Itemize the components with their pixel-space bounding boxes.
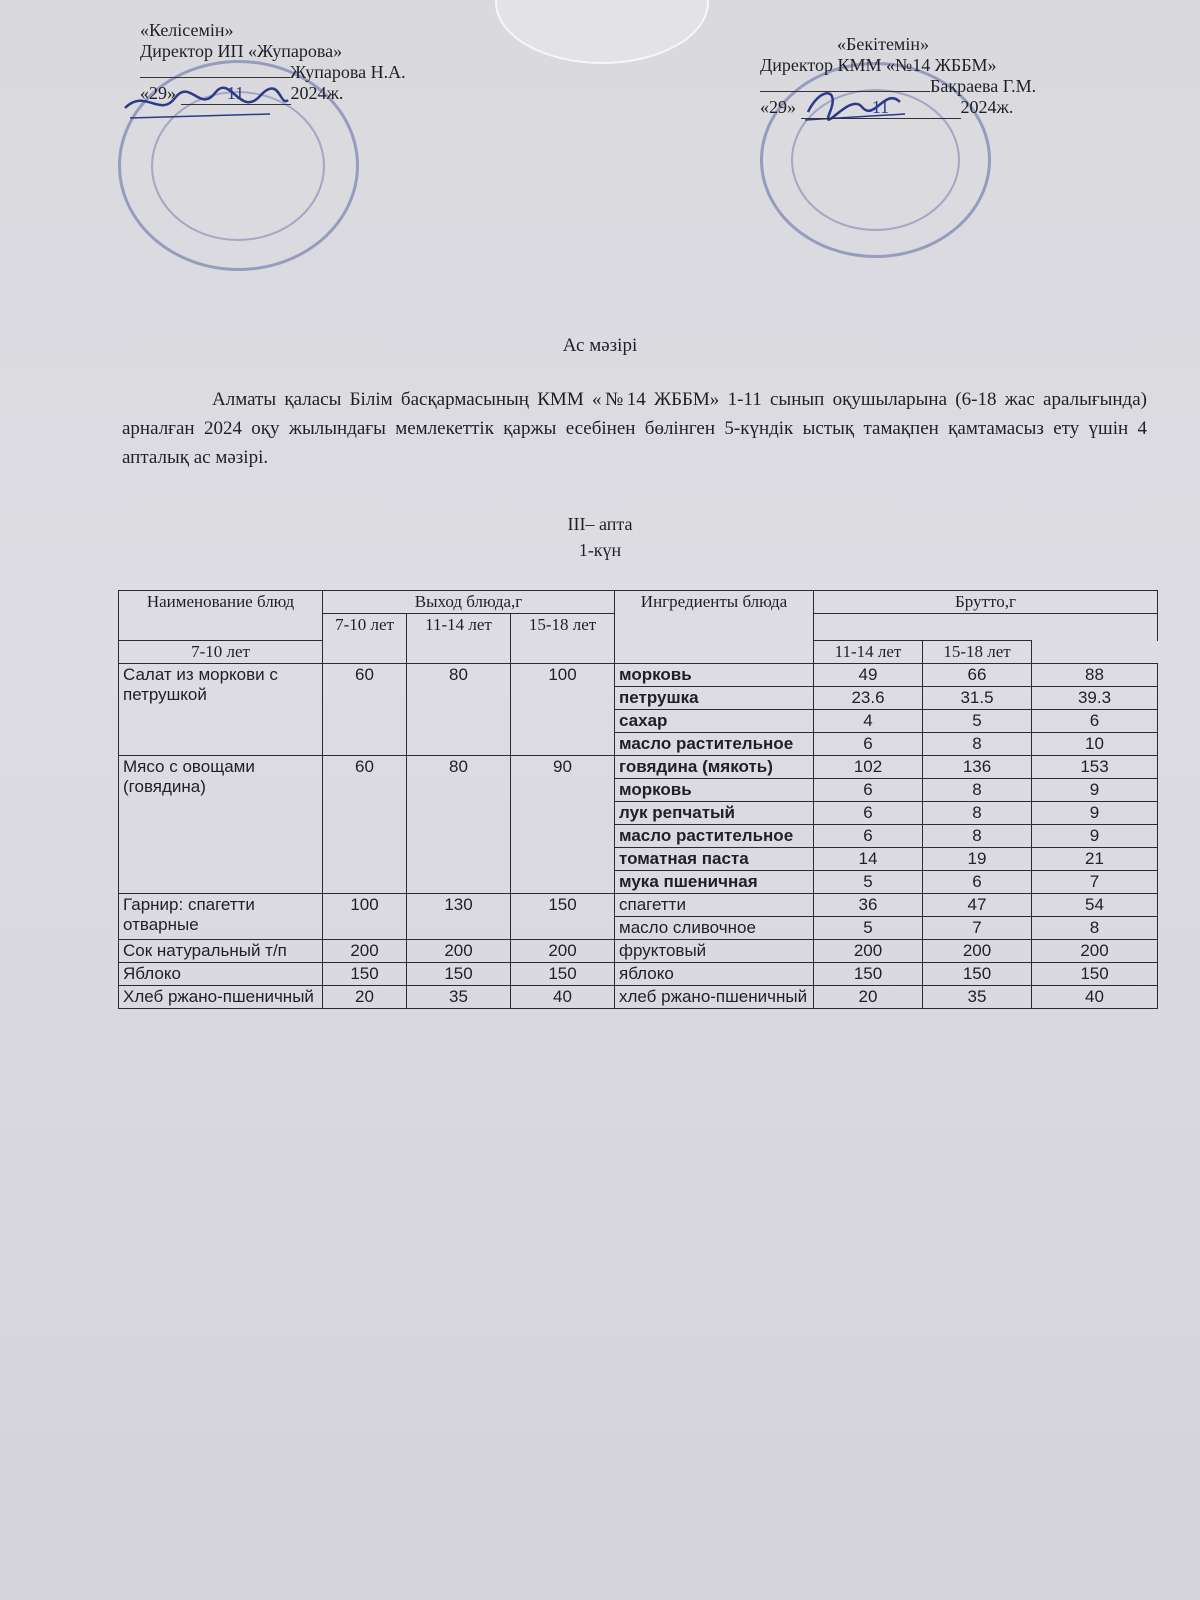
approval-right-name-line xyxy=(760,76,1036,97)
ingredient-name-cell: говядина (мякоть) xyxy=(615,756,814,779)
approval-right-heading: «Бекітемін» xyxy=(837,34,929,54)
header-yield: Выход блюда,г xyxy=(323,591,615,614)
table-row xyxy=(119,664,1158,687)
ingredient-gross-cell: 200 xyxy=(1032,940,1158,963)
ingredient-gross-cell: 40 xyxy=(1032,986,1158,1009)
dish-yield-cell: 130 xyxy=(407,894,511,940)
ingredient-gross-cell: 6 xyxy=(814,825,923,848)
ingredient-name-cell: мука пшеничная xyxy=(615,871,814,894)
ingredient-name-cell: масло растительное xyxy=(615,825,814,848)
header-gross: Брутто,г xyxy=(814,591,1158,614)
dish-yield-cell: 80 xyxy=(407,664,511,756)
dish-yield-cell: 60 xyxy=(323,664,407,756)
header-ingredients: Ингредиенты блюда xyxy=(615,591,814,664)
ingredient-name-cell: морковь xyxy=(615,779,814,802)
ingredient-gross-cell: 47 xyxy=(923,894,1032,917)
approval-right-date-month: 11 xyxy=(801,97,961,119)
menu-table xyxy=(118,590,1158,1009)
ingredient-gross-cell: 66 xyxy=(923,664,1032,687)
header-yield-15-18: 15-18 лет xyxy=(511,614,615,664)
table-row xyxy=(119,940,1158,963)
approval-left-heading: «Келісемін» xyxy=(140,20,234,40)
ingredient-gross-cell: 200 xyxy=(814,940,923,963)
ingredient-gross-cell: 6 xyxy=(814,802,923,825)
ingredient-gross-cell: 136 xyxy=(923,756,1032,779)
dish-yield-cell: 150 xyxy=(511,894,615,940)
ingredient-gross-cell: 6 xyxy=(814,779,923,802)
dish-name-cell: Хлеб ржано-пшеничный xyxy=(119,986,323,1009)
ingredient-gross-cell: 8 xyxy=(1032,917,1158,940)
ingredient-gross-cell: 14 xyxy=(814,848,923,871)
ingredient-gross-cell: 6 xyxy=(814,733,923,756)
dish-yield-cell: 20 xyxy=(323,986,407,1009)
approval-right-date xyxy=(760,97,1036,119)
ingredient-gross-cell: 7 xyxy=(1032,871,1158,894)
dish-yield-cell: 100 xyxy=(323,894,407,940)
ingredient-gross-cell: 21 xyxy=(1032,848,1158,871)
approval-left-date xyxy=(140,83,406,105)
table-row xyxy=(119,986,1158,1009)
ingredient-gross-cell: 9 xyxy=(1032,779,1158,802)
photo-glare xyxy=(495,0,709,64)
dish-yield-cell: 80 xyxy=(407,756,511,894)
week-label: III– апта xyxy=(567,514,633,534)
menu-table-body xyxy=(119,664,1158,1009)
dish-yield-cell: 40 xyxy=(511,986,615,1009)
ingredient-gross-cell: 54 xyxy=(1032,894,1158,917)
ingredient-name-cell: томатная паста xyxy=(615,848,814,871)
ingredient-gross-cell: 153 xyxy=(1032,756,1158,779)
ingredient-gross-cell: 5 xyxy=(923,710,1032,733)
header-yield-11-14: 11-14 лет xyxy=(407,614,511,664)
ingredient-gross-cell: 5 xyxy=(814,917,923,940)
header-gross-15-18: 15-18 лет xyxy=(923,641,1032,664)
dish-yield-cell: 90 xyxy=(511,756,615,894)
dish-yield-cell: 200 xyxy=(407,940,511,963)
dish-yield-cell: 150 xyxy=(407,963,511,986)
ingredient-gross-cell: 150 xyxy=(814,963,923,986)
approval-left-date-year: 2024ж. xyxy=(290,83,344,103)
ingredient-gross-cell: 9 xyxy=(1032,825,1158,848)
ingredient-name-cell: хлеб ржано-пшеничный xyxy=(615,986,814,1009)
document-title: Ас мәзірі xyxy=(562,335,638,356)
ingredient-gross-cell: 200 xyxy=(923,940,1032,963)
ingredient-gross-cell: 6 xyxy=(923,871,1032,894)
table-row xyxy=(119,894,1158,917)
approval-left-position: Директор ИП «Жупарова» xyxy=(140,41,343,61)
ingredient-name-cell: яблоко xyxy=(615,963,814,986)
ingredient-name-cell: масло сливочное xyxy=(615,917,814,940)
ingredient-gross-cell: 36 xyxy=(814,894,923,917)
ingredient-gross-cell: 8 xyxy=(923,733,1032,756)
approval-left-date-day: «29» xyxy=(140,83,176,103)
dish-name-cell: Яблоко xyxy=(119,963,323,986)
ingredient-gross-cell: 31.5 xyxy=(923,687,1032,710)
approval-right-name: Бакраева Г.М. xyxy=(930,76,1037,96)
ingredient-name-cell: масло растительное xyxy=(615,733,814,756)
dish-name-cell: Гарнир: спагетти отварные xyxy=(119,894,323,940)
dish-yield-cell: 200 xyxy=(323,940,407,963)
dish-yield-cell: 35 xyxy=(407,986,511,1009)
approval-right-date-year: 2024ж. xyxy=(960,97,1014,117)
dish-name-cell: Сок натуральный т/п xyxy=(119,940,323,963)
document-paragraph: Алматы қаласы Білім басқармасының КММ «№14 ЖББМ» 1-11 сынып оқушыларына (6-18 жас аралығында) арналған 2024 оқу жылындағы мемлекеттік қаржы есебінен бөлінген 5-күндік ыстық тамақпен қамтамасыз ету үшін 4 апталық ас мәзірі. xyxy=(122,389,1147,468)
ingredient-gross-cell: 8 xyxy=(923,802,1032,825)
dish-yield-cell: 60 xyxy=(323,756,407,894)
ingredient-gross-cell: 8 xyxy=(923,825,1032,848)
table-header-row xyxy=(119,591,1158,614)
dish-yield-cell: 200 xyxy=(511,940,615,963)
ingredient-gross-cell: 49 xyxy=(814,664,923,687)
ingredient-gross-cell: 20 xyxy=(814,986,923,1009)
approval-right-date-day: «29» xyxy=(760,97,796,117)
header-dish: Наименование блюд xyxy=(119,591,323,641)
dish-yield-cell: 100 xyxy=(511,664,615,756)
header-gross-11-14: 11-14 лет xyxy=(814,641,923,664)
approval-left-date-month: 11 xyxy=(181,83,291,105)
ingredient-name-cell: лук репчатый xyxy=(615,802,814,825)
ingredient-gross-cell: 8 xyxy=(923,779,1032,802)
dish-yield-cell: 150 xyxy=(323,963,407,986)
approval-left-name-line xyxy=(140,62,406,83)
ingredient-name-cell: морковь xyxy=(615,664,814,687)
approval-left xyxy=(140,20,406,105)
day-label: 1-күн xyxy=(578,540,622,560)
ingredient-gross-cell: 35 xyxy=(923,986,1032,1009)
ingredient-gross-cell: 7 xyxy=(923,917,1032,940)
header-gross-7-10: 7-10 лет xyxy=(119,641,323,664)
dish-name-cell: Мясо с овощами (говядина) xyxy=(119,756,323,894)
ingredient-gross-cell: 102 xyxy=(814,756,923,779)
ingredient-gross-cell: 23.6 xyxy=(814,687,923,710)
ingredient-gross-cell: 39.3 xyxy=(1032,687,1158,710)
ingredient-gross-cell: 6 xyxy=(1032,710,1158,733)
ingredient-name-cell: спагетти xyxy=(615,894,814,917)
dish-yield-cell: 150 xyxy=(511,963,615,986)
ingredient-gross-cell: 88 xyxy=(1032,664,1158,687)
approval-right-position: Директор КММ «№14 ЖББМ» xyxy=(760,55,997,75)
ingredient-gross-cell: 150 xyxy=(923,963,1032,986)
ingredient-gross-cell: 19 xyxy=(923,848,1032,871)
ingredient-gross-cell: 10 xyxy=(1032,733,1158,756)
ingredient-name-cell: петрушка xyxy=(615,687,814,710)
header-yield-7-10: 7-10 лет xyxy=(323,614,407,664)
approval-left-name: Жупарова Н.А. xyxy=(290,62,406,82)
ingredient-name-cell: фруктовый xyxy=(615,940,814,963)
ingredient-gross-cell: 150 xyxy=(1032,963,1158,986)
ingredient-name-cell: сахар xyxy=(615,710,814,733)
ingredient-gross-cell: 9 xyxy=(1032,802,1158,825)
table-row xyxy=(119,756,1158,779)
dish-name-cell: Салат из моркови с петрушкой xyxy=(119,664,323,756)
table-row xyxy=(119,963,1158,986)
approval-right xyxy=(760,34,1036,119)
ingredient-gross-cell: 4 xyxy=(814,710,923,733)
ingredient-gross-cell: 5 xyxy=(814,871,923,894)
